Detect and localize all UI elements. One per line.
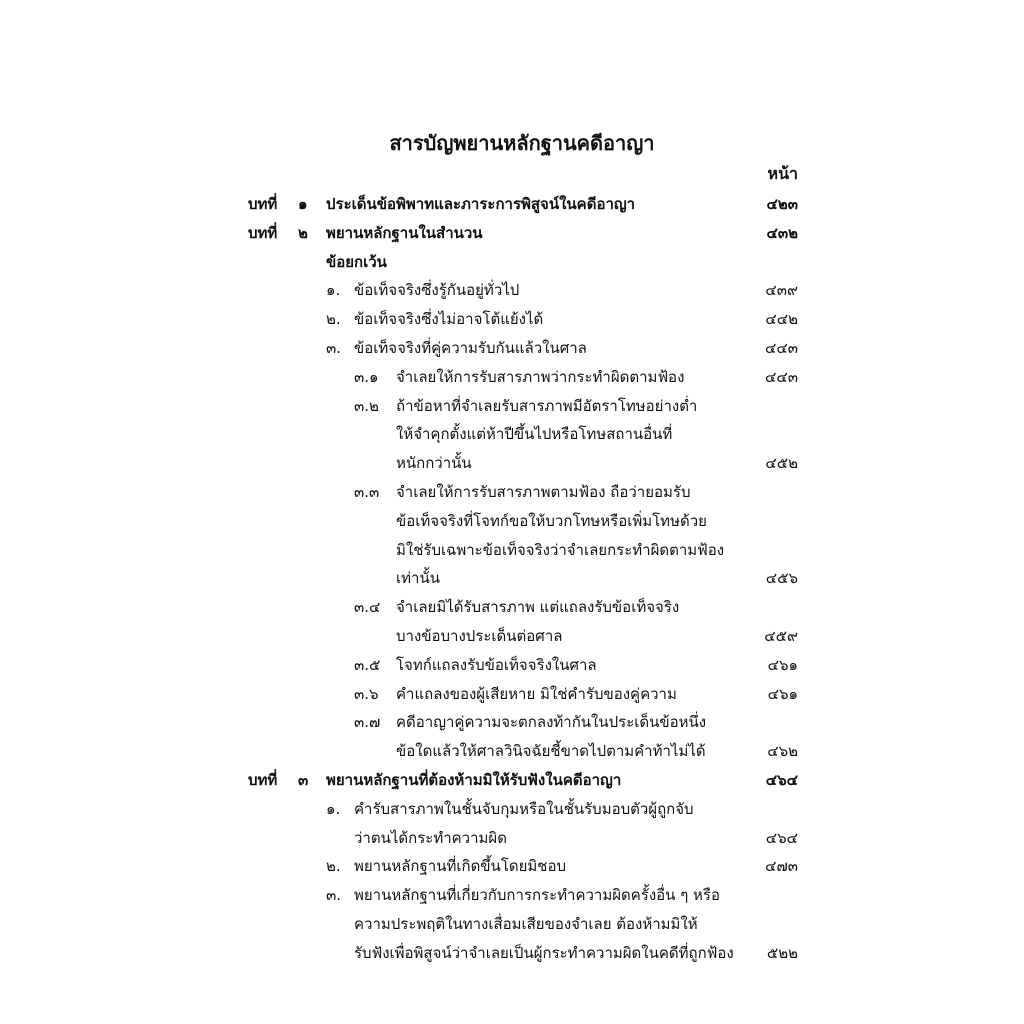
entry-text: โจทก์แถลงรับข้อเท็จจริงในศาล: [396, 655, 597, 674]
page-number: ๔๔๓: [765, 339, 798, 357]
entry-text: คดีอาญาคู่ความจะตกลงท้ากันในประเด็นข้อหนึ่ง: [396, 713, 707, 732]
page-number: ๔๖๒: [767, 742, 798, 761]
entry-text: รับฟังเพื่อพิสูจน์ว่าจำเลยเป็นผู้กระทำความผิดในคดีที่ถูกฟ้อง: [354, 943, 734, 962]
toc-entry: [0, 910, 1024, 938]
entry-text: ข้อเท็จจริงซึ่งไม่อาจโต้แย้งได้: [354, 310, 544, 329]
entry-text: จำเลยให้การรับสารภาพว่ากระทำผิดตามฟ้อง: [396, 367, 685, 386]
page-column-header: หน้า: [767, 164, 798, 183]
chapter-number: ๓: [298, 771, 309, 789]
toc-entry: [0, 852, 1024, 880]
entry-text: หนักกว่านั้น: [396, 454, 472, 473]
entry-text: พยานหลักฐานที่เกี่ยวกับการกระทำความผิดครั้งอื่น ๆ หรือ: [354, 886, 720, 905]
toc-entry: [0, 939, 1024, 967]
page-number: ๔๓๙: [765, 281, 798, 300]
entry-text: ข้อใดแล้วให้ศาลวินิจฉัยชี้ขาดไปตามคำท้าไม่ได้: [396, 742, 706, 761]
toc-entry: [0, 363, 1024, 391]
page-title: สารบัญพยานหลักฐานคดีอาญา: [389, 131, 655, 155]
toc-entry: [0, 536, 1024, 564]
toc-entry: [0, 334, 1024, 362]
entry-text: ว่าตนได้กระทำความผิด: [354, 828, 507, 847]
entry-number: ๒.: [326, 857, 341, 876]
entry-number: ๓.๖: [354, 684, 379, 703]
page-number: ๕๒๒: [766, 943, 798, 962]
entry-text: ให้จำคุกตั้งแต่ห้าปีขึ้นไปหรือโทษสถานอื่นที่: [396, 425, 673, 444]
entry-text: ความประพฤติในทางเสื่อมเสียของจำเลย ต้องห้ามมิให้: [354, 915, 698, 933]
page-number: ๔๖๑: [767, 684, 798, 703]
page-number: ๔๕๒: [765, 454, 798, 473]
toc-entry: [0, 248, 1024, 276]
toc-entry: [0, 593, 1024, 621]
toc-entry: [0, 766, 1024, 794]
toc-entry: [0, 824, 1024, 852]
toc-entry: [0, 737, 1024, 765]
toc-entry: [0, 651, 1024, 679]
entry-number: ๑.: [326, 799, 341, 818]
entry-text: ข้อเท็จจริงที่โจทก์ขอให้บวกโทษหรือเพิ่มโทษด้วย: [396, 511, 707, 530]
entry-text: มิใช่รับเฉพาะข้อเท็จจริงว่าจำเลยกระทำผิดตามฟ้อง: [396, 540, 725, 559]
entry-number: ๒.: [326, 310, 341, 329]
chapter-label: บทที่: [248, 195, 278, 213]
entry-text: จำเลยให้การรับสารภาพตามฟ้อง ถือว่ายอมรับ: [396, 483, 691, 501]
entry-number: ๓.: [326, 339, 342, 357]
entry-text: ประเด็นข้อพิพาทและภาระการพิสูจน์ในคดีอาญา: [326, 195, 636, 213]
toc-entry: [0, 564, 1024, 592]
entry-text: พยานหลักฐานในสำนวน: [326, 223, 483, 242]
page-number: ๔๖๔: [765, 771, 798, 789]
toc-entry: [0, 190, 1024, 218]
entry-text: จำเลยมิได้รับสารภาพ แต่แถลงรับข้อเท็จจริง: [396, 598, 680, 617]
entry-text: บางข้อบางประเด็นต่อศาล: [396, 627, 563, 645]
entry-number: ๓.๒: [354, 396, 379, 415]
entry-number: ๓.๔: [354, 598, 381, 617]
page-number: ๔๔๒: [765, 310, 798, 329]
toc-entry: [0, 420, 1024, 448]
toc-entry: [0, 622, 1024, 650]
page-number: ๔๖๔: [765, 828, 798, 847]
toc-entry: [0, 276, 1024, 304]
entry-text: ถ้าข้อหาที่จำเลยรับสารภาพมีอัตราโทษอย่างต่ำ: [396, 396, 698, 415]
toc-entry: [0, 507, 1024, 535]
entry-text: คำแถลงของผู้เสียหาย มิใช่คำรับของคู่ความ: [396, 684, 677, 703]
entry-text: ข้อยกเว้น: [326, 252, 387, 271]
toc-entry: [0, 449, 1024, 477]
entry-number: ๓.๗: [354, 713, 381, 732]
chapter-number: ๒: [298, 223, 308, 242]
entry-text: พยานหลักฐานที่เกิดขึ้นโดยมิชอบ: [354, 857, 566, 876]
page-number: ๔๔๓: [765, 367, 798, 386]
toc-entry: [0, 680, 1024, 708]
toc-entry: [0, 219, 1024, 247]
entry-number: ๑.: [326, 281, 341, 300]
toc-entry: [0, 392, 1024, 420]
toc-entry: [0, 795, 1024, 823]
page-number: ๔๕๙: [764, 627, 798, 645]
entry-number: ๓.๑: [354, 367, 379, 386]
entry-number: ๓.: [326, 886, 342, 905]
toc-entry: [0, 708, 1024, 736]
page-number: ๔๕๖: [765, 569, 798, 588]
entry-number: ๓.๓: [354, 483, 380, 501]
page-number: ๔๖๑: [767, 655, 798, 674]
entry-text: คำรับสารภาพในชั้นจับกุมหรือในชั้นรับมอบตัวผู้ถูกจับ: [354, 799, 694, 818]
entry-text: เท่านั้น: [396, 569, 440, 588]
entry-text: ข้อเท็จจริงซึ่งรู้กันอยู่ทั่วไป: [354, 281, 520, 300]
entry-text: พยานหลักฐานที่ต้องห้ามมิให้รับฟังในคดีอาญา: [326, 771, 622, 789]
chapter-label: บทที่: [248, 223, 278, 242]
chapter-number: ๑: [298, 195, 308, 213]
toc-entry: [0, 881, 1024, 909]
toc-entry: [0, 305, 1024, 333]
page-number: ๔๒๓: [766, 195, 798, 213]
page-number: ๔๗๓: [765, 857, 798, 876]
entry-text: ข้อเท็จจริงที่คู่ความรับกันแล้วในศาล: [354, 339, 587, 357]
toc-entry: [0, 478, 1024, 506]
entry-number: ๓.๕: [354, 655, 381, 674]
chapter-label: บทที่: [248, 771, 278, 789]
page-number: ๔๓๒: [766, 223, 798, 242]
